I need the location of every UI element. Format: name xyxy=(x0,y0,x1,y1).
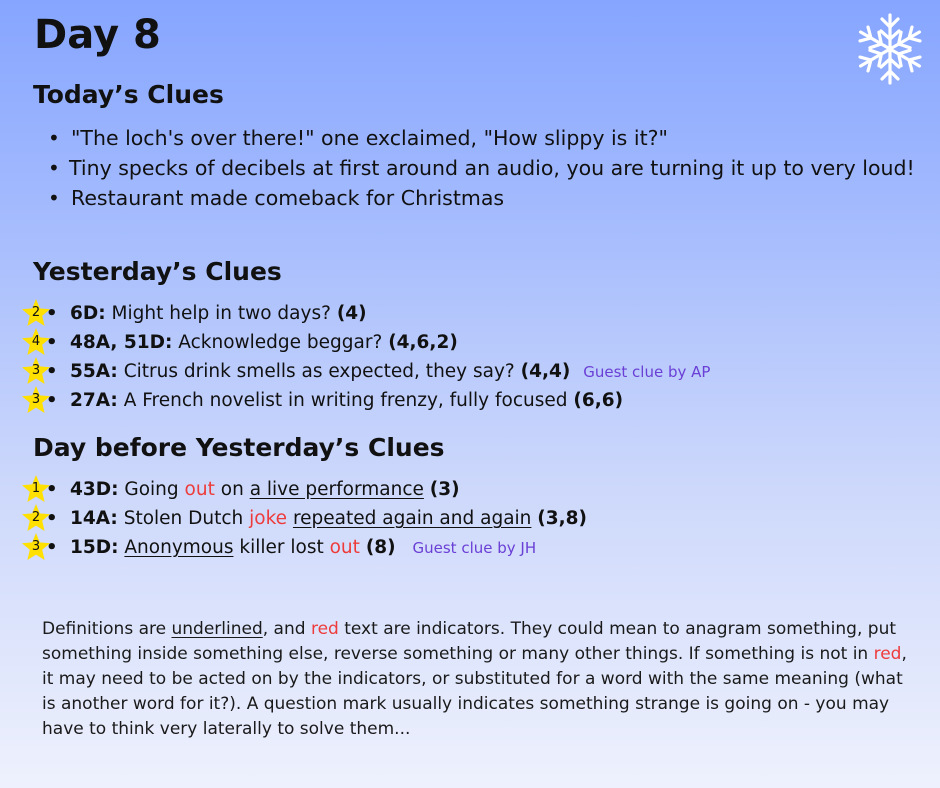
difficulty-rating: 3 xyxy=(31,539,41,554)
guest-credit: Guest clue by AP xyxy=(583,363,711,381)
clue-text: Restaurant made comeback for Christmas xyxy=(71,186,505,210)
clue-enumeration: (3) xyxy=(429,479,460,500)
clue-text xyxy=(70,299,367,328)
clue-body: Acknowledge beggar? xyxy=(178,332,383,353)
bullet: • xyxy=(48,126,60,150)
difficulty-rating: 1 xyxy=(31,481,41,496)
clue-text: "The loch's over there!" one exclaimed, "How slippy is it?" xyxy=(71,126,668,150)
note-text: , and xyxy=(262,619,306,639)
list-item xyxy=(34,123,915,153)
note-text: text are indicators. They could mean to anagram something, put something inside something else, reverse something or many other things. If something is not in xyxy=(42,619,897,664)
clue-enumeration: (4,4) xyxy=(520,361,571,382)
clue-ref: 55A: xyxy=(70,361,118,382)
page-title: Day 8 xyxy=(34,12,161,58)
bullet: • xyxy=(46,390,58,411)
clue-text: Tiny specks of decibels at first around an audio, you are turning it up to very loud! xyxy=(69,156,915,180)
clue-text xyxy=(70,386,623,415)
clue-text xyxy=(70,357,710,387)
clue-ref: 14A: xyxy=(70,508,118,529)
clue-ref: 43D: xyxy=(70,479,119,500)
clue-body: A French novelist in writing frenzy, fully focused xyxy=(123,390,568,411)
bullet: • xyxy=(46,508,58,529)
clue-ref: 6D: xyxy=(70,303,106,324)
list-item xyxy=(34,183,915,213)
guest-credit: Guest clue by JH xyxy=(412,539,537,557)
difficulty-rating: 3 xyxy=(31,392,41,407)
clue-text xyxy=(70,475,460,504)
clue-text xyxy=(70,328,458,357)
note-underlined-example: underlined xyxy=(171,619,263,639)
definition-text: a live performance xyxy=(249,479,424,500)
note-text: Definitions are xyxy=(42,619,167,639)
todays-clues-heading: Today’s Clues xyxy=(33,80,224,109)
clue-body: Might help in two days? xyxy=(111,303,331,324)
snowflake-icon xyxy=(853,10,927,88)
difficulty-rating: 3 xyxy=(31,363,41,378)
bullet: • xyxy=(48,156,60,180)
clue-body: on xyxy=(220,479,244,500)
difficulty-rating: 2 xyxy=(31,305,41,320)
difficulty-rating: 4 xyxy=(31,334,41,349)
clue-body: killer lost xyxy=(239,537,324,558)
indicator-word: out xyxy=(184,479,215,500)
bullet: • xyxy=(46,303,58,324)
clue-enumeration: (6,6) xyxy=(573,390,624,411)
difficulty-rating: 2 xyxy=(31,510,41,525)
clue-enumeration: (8) xyxy=(365,537,396,558)
clue-enumeration: (4) xyxy=(336,303,367,324)
todays-clues-list xyxy=(34,123,915,213)
indicator-word: out xyxy=(329,537,360,558)
clue-text xyxy=(70,504,587,533)
clue-ref: 48A, 51D: xyxy=(70,332,173,353)
bullet: • xyxy=(46,537,58,558)
clue-body: Going xyxy=(124,479,179,500)
clue-ref: 27A: xyxy=(70,390,118,411)
list-item xyxy=(34,153,915,183)
clue-ref: 15D: xyxy=(70,537,119,558)
clue-body: Stolen Dutch xyxy=(123,508,244,529)
day-before-yesterdays-clues-heading: Day before Yesterday’s Clues xyxy=(33,433,445,462)
clue-enumeration: (4,6,2) xyxy=(388,332,458,353)
indicator-word: joke xyxy=(249,508,288,529)
note-text: , it may need to be acted on by the indicators, or substituted for a word with the same meaning (what is another word for it?). A question mark usually indicates something strange is going on - you may have to think very laterally to solve them... xyxy=(42,644,907,739)
bullet: • xyxy=(48,186,60,210)
note-red-example: red xyxy=(873,644,902,664)
bullet: • xyxy=(46,361,58,382)
yesterdays-clues-heading: Yesterday’s Clues xyxy=(33,257,282,286)
clue-body: Citrus drink smells as expected, they say? xyxy=(123,361,515,382)
clue-text xyxy=(70,533,536,563)
definition-text: Anonymous xyxy=(124,537,234,558)
bullet: • xyxy=(46,332,58,353)
explanation-note xyxy=(42,617,912,742)
definition-text: repeated again and again xyxy=(292,508,532,529)
clue-enumeration: (3,8) xyxy=(537,508,587,529)
bullet: • xyxy=(46,479,58,500)
note-red-example: red xyxy=(310,619,339,639)
